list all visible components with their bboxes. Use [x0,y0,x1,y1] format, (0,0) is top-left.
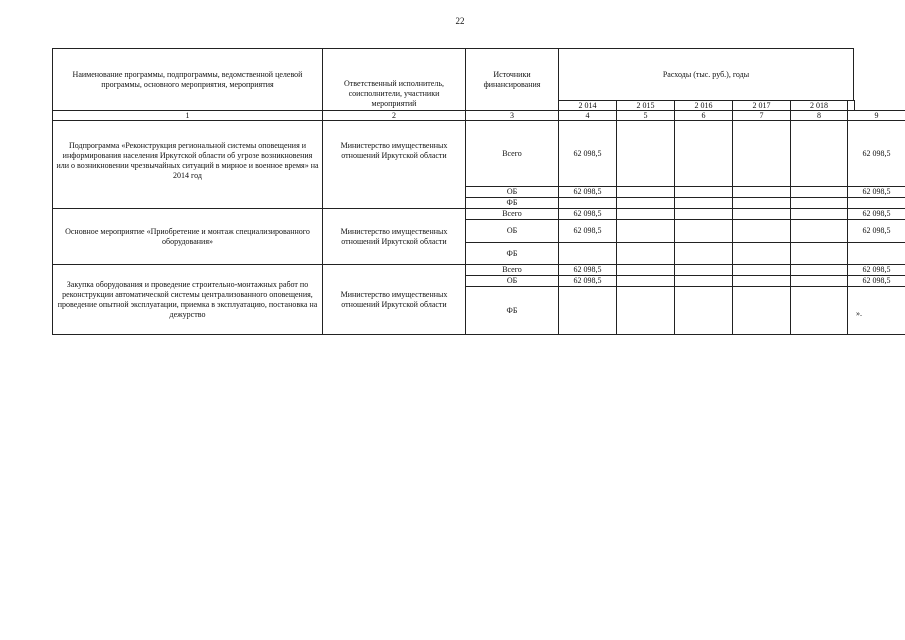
row2-src-ob [465,219,558,242]
row1-2016-all [674,120,732,186]
row1-2017-fb [732,197,790,208]
row3-2016-all [674,264,732,275]
row3-2018-all [790,264,847,275]
amount: 62 098,5 [862,187,891,196]
colnum-label: 1 [185,110,190,120]
row1-2016-ob [674,186,732,197]
year-label: 2 015 [636,100,655,110]
colnum-2 [322,110,465,120]
row3-name: Закупка оборудования и проведение строительно-монтажных работ по реконструкции автоматической системы централизованного оповещения, проведение опытной эксплуатации, приемка в эксплуатацию, постановка на дежурство [57,279,318,319]
row1-2015-all [616,120,674,186]
header-year-2018 [790,100,847,110]
source-label: ОБ [506,226,518,235]
amount: 62 098,5 [573,187,602,196]
header-expenses-label: Расходы (тыс. руб.), годы [662,69,750,79]
row1-2018-fb [790,197,847,208]
colnum-6 [674,110,732,120]
row1-total-ob [847,186,905,197]
row3-executor-cell [322,264,465,335]
row3-executor: Министерство имущественных отношений Иркутской области [340,289,448,309]
row2-executor: Министерство имущественных отношений Иркутской области [340,226,448,246]
colnum-5 [616,110,674,120]
row3-2015-all [616,264,674,275]
year-label: 2 016 [694,100,713,110]
amount: 62 098,5 [573,276,602,285]
source-label: Всего [502,209,522,218]
year-label: 2 014 [578,100,597,110]
row3-2018-ob [790,275,847,286]
source-label: ФБ [506,305,518,315]
row1-2015-ob [616,186,674,197]
budget-table [52,48,891,335]
row1-total-fb [847,197,905,208]
colnum-label: 2 [392,110,396,120]
header-name-label: Наименование программы, подпрограммы, ведомственной целевой программы, основного мероприятия, мероприятия [72,69,303,89]
page-number: 22 [455,16,465,26]
header-expenses-cell [558,48,854,100]
row1-2017-all [732,120,790,186]
row2-2017-ob [732,219,790,242]
row3-total-ob [847,275,905,286]
year-label: 2 017 [752,100,771,110]
row1-2016-fb [674,197,732,208]
row3-total-all [847,264,905,275]
row1-2014-all [558,120,616,186]
row1-src-ob [465,186,558,197]
row3-2017-fb [732,286,790,335]
row2-name: Основное мероприятие «Приобретение и монтаж специализированного оборудования» [65,226,310,246]
colnum-label: 9 [874,110,879,120]
row2-2014-all [558,208,616,219]
row2-2018-all [790,208,847,219]
colnum-label: 3 [510,110,514,120]
source-label: Всего [502,148,522,158]
amount: 62 098,5 [573,265,602,274]
header-year-2016 [674,100,732,110]
source-label: Всего [502,265,522,274]
row3-name-cell [52,264,322,335]
row1-src-fb [465,197,558,208]
row1-executor: Министерство имущественных отношений Иркутской области [340,141,448,160]
row3-2014-fb [558,286,616,335]
row2-2015-ob [616,219,674,242]
colnum-label: 4 [585,110,590,120]
source-label: ФБ [506,248,518,258]
row2-2014-ob [558,219,616,242]
row1-total-all [847,120,905,186]
header-year-2015 [616,100,674,110]
row3-src-fb [465,286,558,335]
row2-src-all [465,208,558,219]
colnum-4 [558,110,616,120]
amount: 62 098,5 [862,276,891,285]
row2-2018-fb [790,242,847,264]
closing-quote-mark: ». [856,309,862,318]
row2-2016-all [674,208,732,219]
row3-2017-ob [732,275,790,286]
amount: 62 098,5 [573,148,602,158]
row2-2014-fb [558,242,616,264]
row2-2016-ob [674,219,732,242]
colnum-label: 7 [759,110,764,120]
row1-2018-ob [790,186,847,197]
row3-src-ob [465,275,558,286]
row2-total-ob [847,219,905,242]
row1-name: Подпрограмма «Реконструкция региональной системы оповещения и информирования населения Иркутской области об угрозе возникновения или о возникновении чрезвычайных ситуаций в мирное и военное время» на 2014 год [56,141,319,180]
colnum-8 [790,110,847,120]
colnum-label: 6 [701,110,706,120]
row2-2017-fb [732,242,790,264]
colnum-3 [465,110,558,120]
row3-src-all [465,264,558,275]
row2-total-all [847,208,905,219]
row2-total-fb [847,242,905,264]
header-year-2017 [732,100,790,110]
row2-2015-all [616,208,674,219]
header-executor-cell [322,48,465,110]
header-name-cell [52,48,322,110]
header-sources-cell [465,48,558,110]
row3-2014-ob [558,275,616,286]
source-label: ОБ [506,276,518,285]
colnum-1 [52,110,322,120]
row3-2014-all [558,264,616,275]
colnum-label: 5 [643,110,648,120]
row3-2017-all [732,264,790,275]
row2-src-fb [465,242,558,264]
year-label: 2 018 [810,100,828,110]
row3-2015-fb [616,286,674,335]
header-executor-label: Ответственный исполнитель, соисполнители, участники мероприятий [344,79,444,108]
row1-executor-cell [322,120,465,208]
amount: 62 098,5 [573,209,602,218]
row3-2018-fb [790,286,847,335]
colnum-label: 8 [817,110,821,120]
amount: 62 098,5 [862,265,891,274]
row2-2017-all [732,208,790,219]
row3-2016-ob [674,275,732,286]
amount: 62 098,5 [862,148,891,158]
row2-2016-fb [674,242,732,264]
colnum-7 [732,110,790,120]
row2-2015-fb [616,242,674,264]
row2-2018-ob [790,219,847,242]
row1-2014-ob [558,186,616,197]
source-label: ОБ [506,187,518,196]
row1-name-cell [52,120,322,208]
row1-2014-fb [558,197,616,208]
amount: 62 098,5 [862,226,891,235]
row1-2018-all [790,120,847,186]
row3-2016-fb [674,286,732,335]
source-label: ФБ [506,198,518,207]
header-sources-label: Источники финансирования [483,69,541,89]
row2-name-cell [52,208,322,264]
header-year-2014 [558,100,616,110]
amount: 62 098,5 [573,226,602,235]
row3-2015-ob [616,275,674,286]
header-spacer [847,100,855,110]
row1-src-all [465,120,558,186]
amount: 62 098,5 [862,209,891,218]
row1-2017-ob [732,186,790,197]
colnum-9 [847,110,905,120]
row1-2015-fb [616,197,674,208]
row2-executor-cell [322,208,465,264]
